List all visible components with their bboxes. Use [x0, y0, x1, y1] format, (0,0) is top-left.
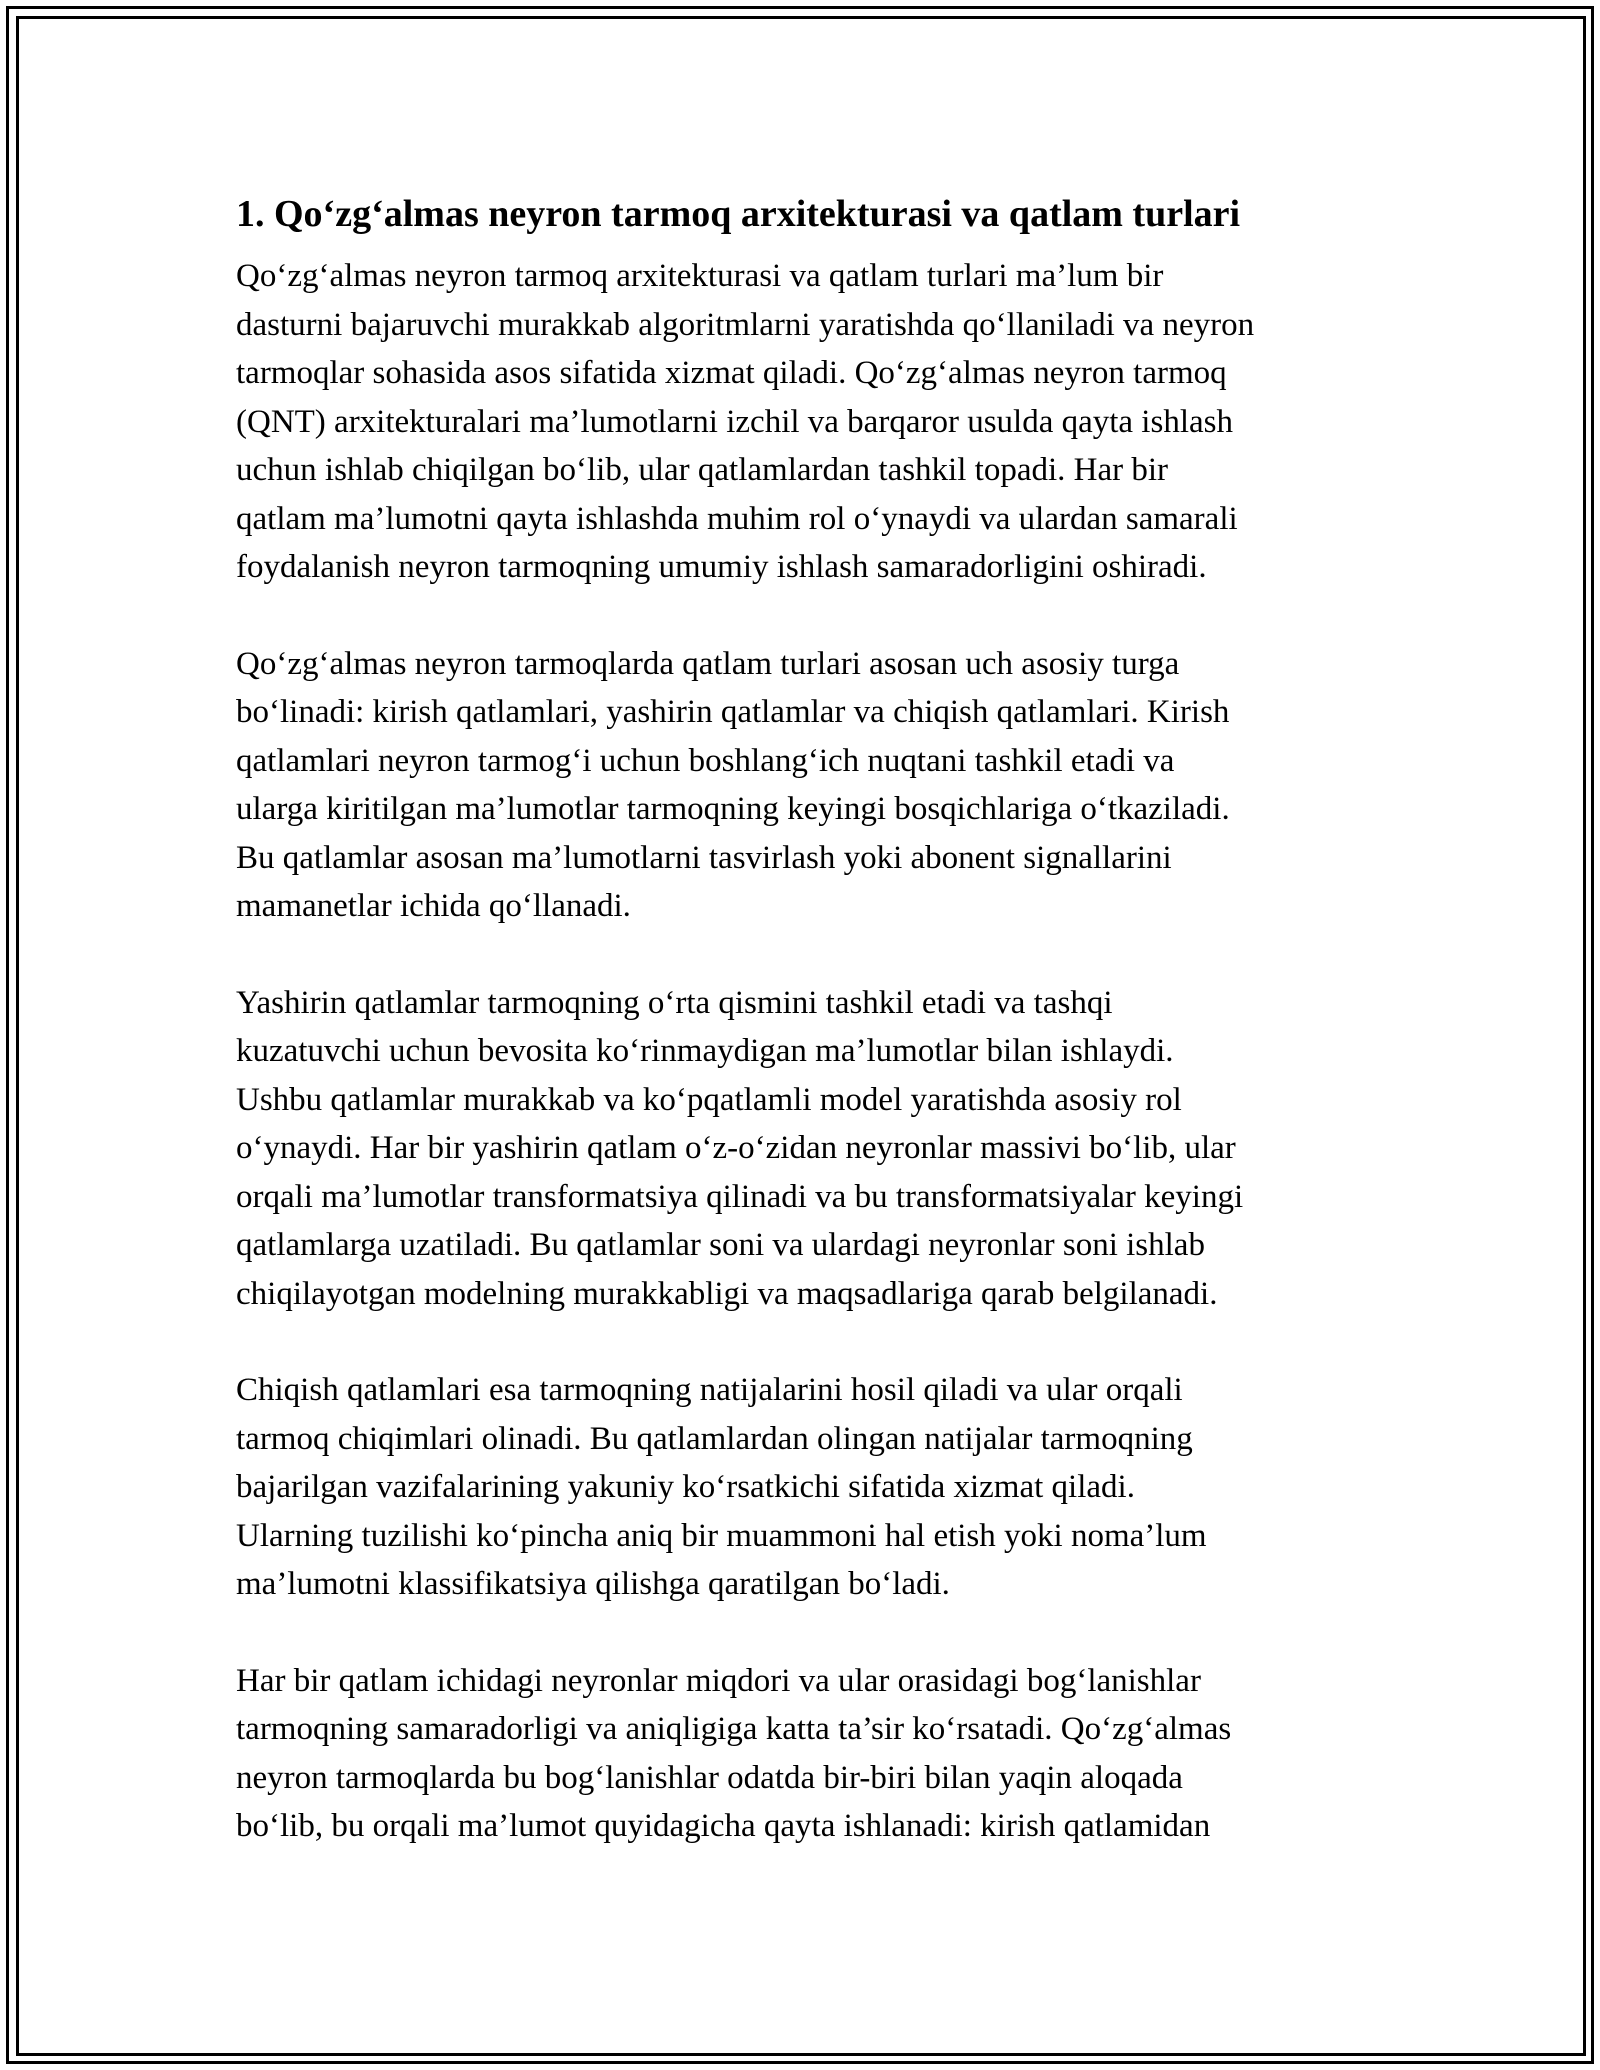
paragraph-1 [236, 252, 1386, 592]
paragraph-line: Ularning tuzilishi ko‘pincha aniq bir muammoni hal etish yoki noma’lum [236, 1517, 1207, 1554]
paragraph-line: chiqilayotgan modelning murakkabligi va maqsadlariga qarab belgilanadi. [236, 1275, 1218, 1312]
paragraph-line: bo‘linadi: kirish qatlamlari, yashirin qatlamlar va chiqish qatlamlari. Kirish [236, 694, 1230, 730]
paragraph-line: Ushbu qatlamlar murakkab va ko‘pqatlamli model yaratishda asosiy rol [236, 1081, 1182, 1118]
paragraph-3 [236, 979, 1386, 1319]
paragraph-line: orqali ma’lumotlar transformatsiya qilinadi va bu transformatsiyalar keyingi [236, 1178, 1244, 1215]
paragraph-line: bo‘lib, bu orqali ma’lumot quyidagicha qayta ishlanadi: kirish qatlamidan [236, 1808, 1211, 1844]
paragraph-line: qatlamlari neyron tarmog‘i uchun boshlang‘ich nuqtani tashkil etadi va [236, 742, 1175, 779]
paragraph-line: (QNT) arxitekturalari ma’lumotlarni izchil va barqaror usulda qayta ishlash [236, 403, 1233, 440]
paragraph-line: uchun ishlab chiqilgan bo‘lib, ular qatlamlardan tashkil topadi. Har bir [236, 452, 1169, 488]
paragraph-line: Chiqish qatlamlari esa tarmoqning natijalarini hosil qiladi va ular orqali [236, 1372, 1183, 1408]
paragraph-line: Qo‘zg‘almas neyron tarmoq arxitekturasi va qatlam turlari ma’lum bir [236, 258, 1164, 294]
paragraph-line: kuzatuvchi uchun bevosita ko‘rinmaydigan ma’lumotlar bilan ishlaydi. [236, 1033, 1174, 1069]
paragraph-line: Har bir qatlam ichidagi neyronlar miqdori va ular orasidagi bog‘lanishlar [236, 1662, 1201, 1699]
paragraph-line: tarmoqning samaradorligi va aniqligiga katta ta’sir ko‘rsatadi. Qo‘zg‘almas [236, 1711, 1232, 1747]
paragraph-line: qatlam ma’lumotni qayta ishlashda muhim rol o‘ynaydi va ulardan samarali [236, 500, 1238, 537]
paragraph-5 [236, 1657, 1386, 1851]
paragraph-line: mamanetlar ichida qo‘llanadi. [236, 888, 631, 924]
paragraph-2 [236, 640, 1386, 931]
paragraph-line: o‘ynaydi. Har bir yashirin qatlam o‘z-o‘zidan neyronlar massivi bo‘lib, ular [236, 1130, 1236, 1166]
document-body [236, 188, 1386, 1899]
paragraph-line: foydalanish neyron tarmoqning umumiy ishlash samaradorligini oshiradi. [236, 549, 1207, 585]
paragraph-line: tarmoqlar sohasida asos sifatida xizmat qiladi. Qo‘zg‘almas neyron tarmoq [236, 355, 1227, 391]
paragraph-line: neyron tarmoqlarda bu bog‘lanishlar odatda bir-biri bilan yaqin aloqada [236, 1759, 1183, 1796]
paragraph-line: Qo‘zg‘almas neyron tarmoqlarda qatlam turlari asosan uch asosiy turga [236, 645, 1180, 682]
section-heading: 1. Qo‘zg‘almas neyron tarmoq arxitekturasi va qatlam turlari [236, 193, 1241, 235]
paragraph-line: bajarilgan vazifalarining yakuniy ko‘rsatkichi sifatida xizmat qiladi. [236, 1469, 1135, 1505]
paragraph-line: dasturni bajaruvchi murakkab algoritmlarni yaratishda qo‘llaniladi va neyron [236, 306, 1255, 343]
paragraph-4 [236, 1366, 1386, 1609]
paragraph-line: tarmoq chiqimlari olinadi. Bu qatlamlardan olingan natijalar tarmoqning [236, 1420, 1193, 1457]
paragraph-line: Yashirin qatlamlar tarmoqning o‘rta qismini tashkil etadi va tashqi [236, 984, 1113, 1021]
paragraph-line: ularga kiritilgan ma’lumotlar tarmoqning keyingi bosqichlariga o‘tkaziladi. [236, 791, 1230, 827]
paragraph-line: ma’lumotni klassifikatsiya qilishga qaratilgan bo‘ladi. [236, 1566, 950, 1602]
paragraph-line: Bu qatlamlar asosan ma’lumotlarni tasvirlash yoki abonent signallarini [236, 839, 1172, 876]
paragraph-line: qatlamlarga uzatiladi. Bu qatlamlar soni va ulardagi neyronlar soni ishlab [236, 1227, 1205, 1263]
